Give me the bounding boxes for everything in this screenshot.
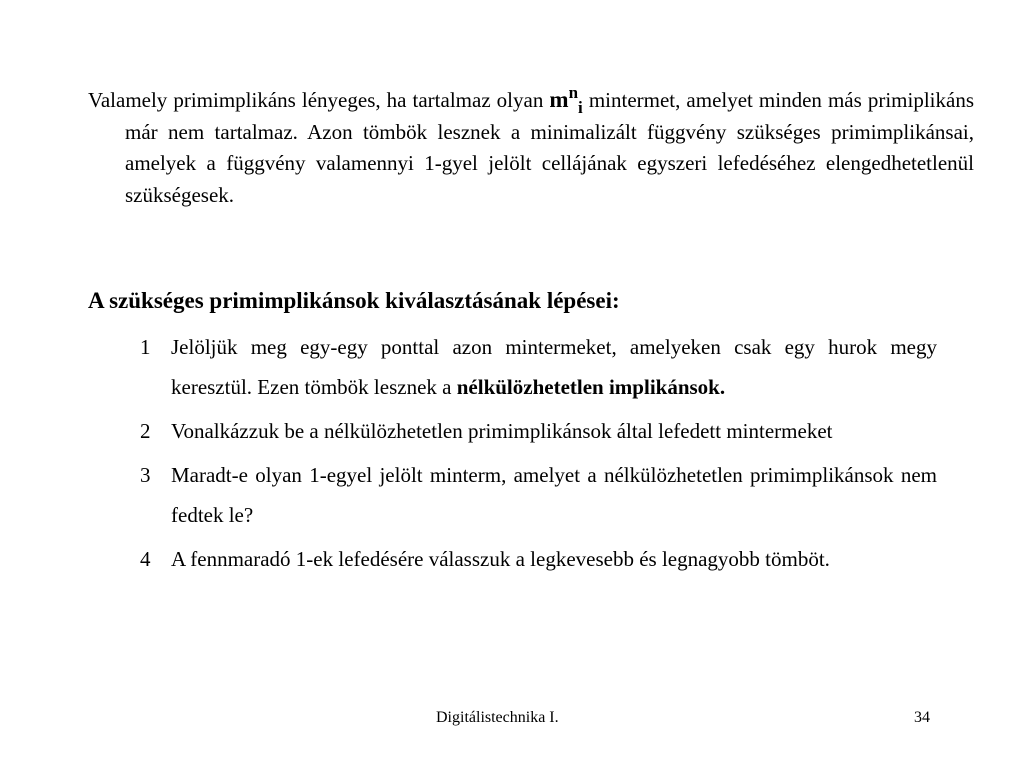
- step-emphasis: nélkülözhetetlen implikánsok.: [456, 375, 726, 399]
- minterm-subscript: i: [578, 98, 583, 117]
- step-2: [132, 411, 937, 451]
- step-number: 3: [140, 463, 151, 487]
- step-number: 4: [140, 547, 151, 571]
- section-heading: A szükséges primimplikánsok kiválasztásának lépései:: [88, 288, 620, 313]
- step-number: 1: [140, 335, 151, 359]
- footer-title: Digitálistechnika I.: [436, 709, 559, 726]
- minterm-symbol: m: [549, 87, 569, 112]
- step-1: [132, 327, 937, 407]
- intro-text-before: Valamely primimplikáns lényeges, ha tartalmaz olyan: [88, 88, 550, 112]
- step-4: [132, 539, 937, 579]
- minterm-notation: [549, 83, 583, 117]
- steps-list: [132, 327, 937, 583]
- step-text: Jelöljük meg egy-egy ponttal azon mintermeket, amelyeken csak egy hurok megy keresztül. Ezen tömbök lesznek a: [171, 335, 937, 399]
- step-3: [132, 455, 937, 535]
- step-number: 2: [140, 419, 151, 443]
- intro-paragraph: [88, 84, 974, 211]
- step-text: A fennmaradó 1-ek lefedésére válasszuk a legkevesebb és legnagyobb tömböt.: [171, 547, 830, 571]
- minterm-superscript: n: [568, 83, 579, 102]
- intro-text-after: mintermet, amelyet minden más primiplikáns már nem tartalmaz. Azon tömbök lesznek a minimalizált függvény szükséges primimplikánsai, amelyek a függvény valamennyi 1-gyel jelölt cellájának egyszeri lefedéséhez elengedhetetlenül szükségesek.: [125, 88, 974, 207]
- step-text: Maradt-e olyan 1-egyel jelölt minterm, amelyet a nélkülözhetetlen primimplikánsok nem fedtek le?: [171, 463, 937, 527]
- step-text: Vonalkázzuk be a nélkülözhetetlen primimplikánsok által lefedett mintermeket: [171, 419, 833, 443]
- page-number: 34: [914, 709, 930, 726]
